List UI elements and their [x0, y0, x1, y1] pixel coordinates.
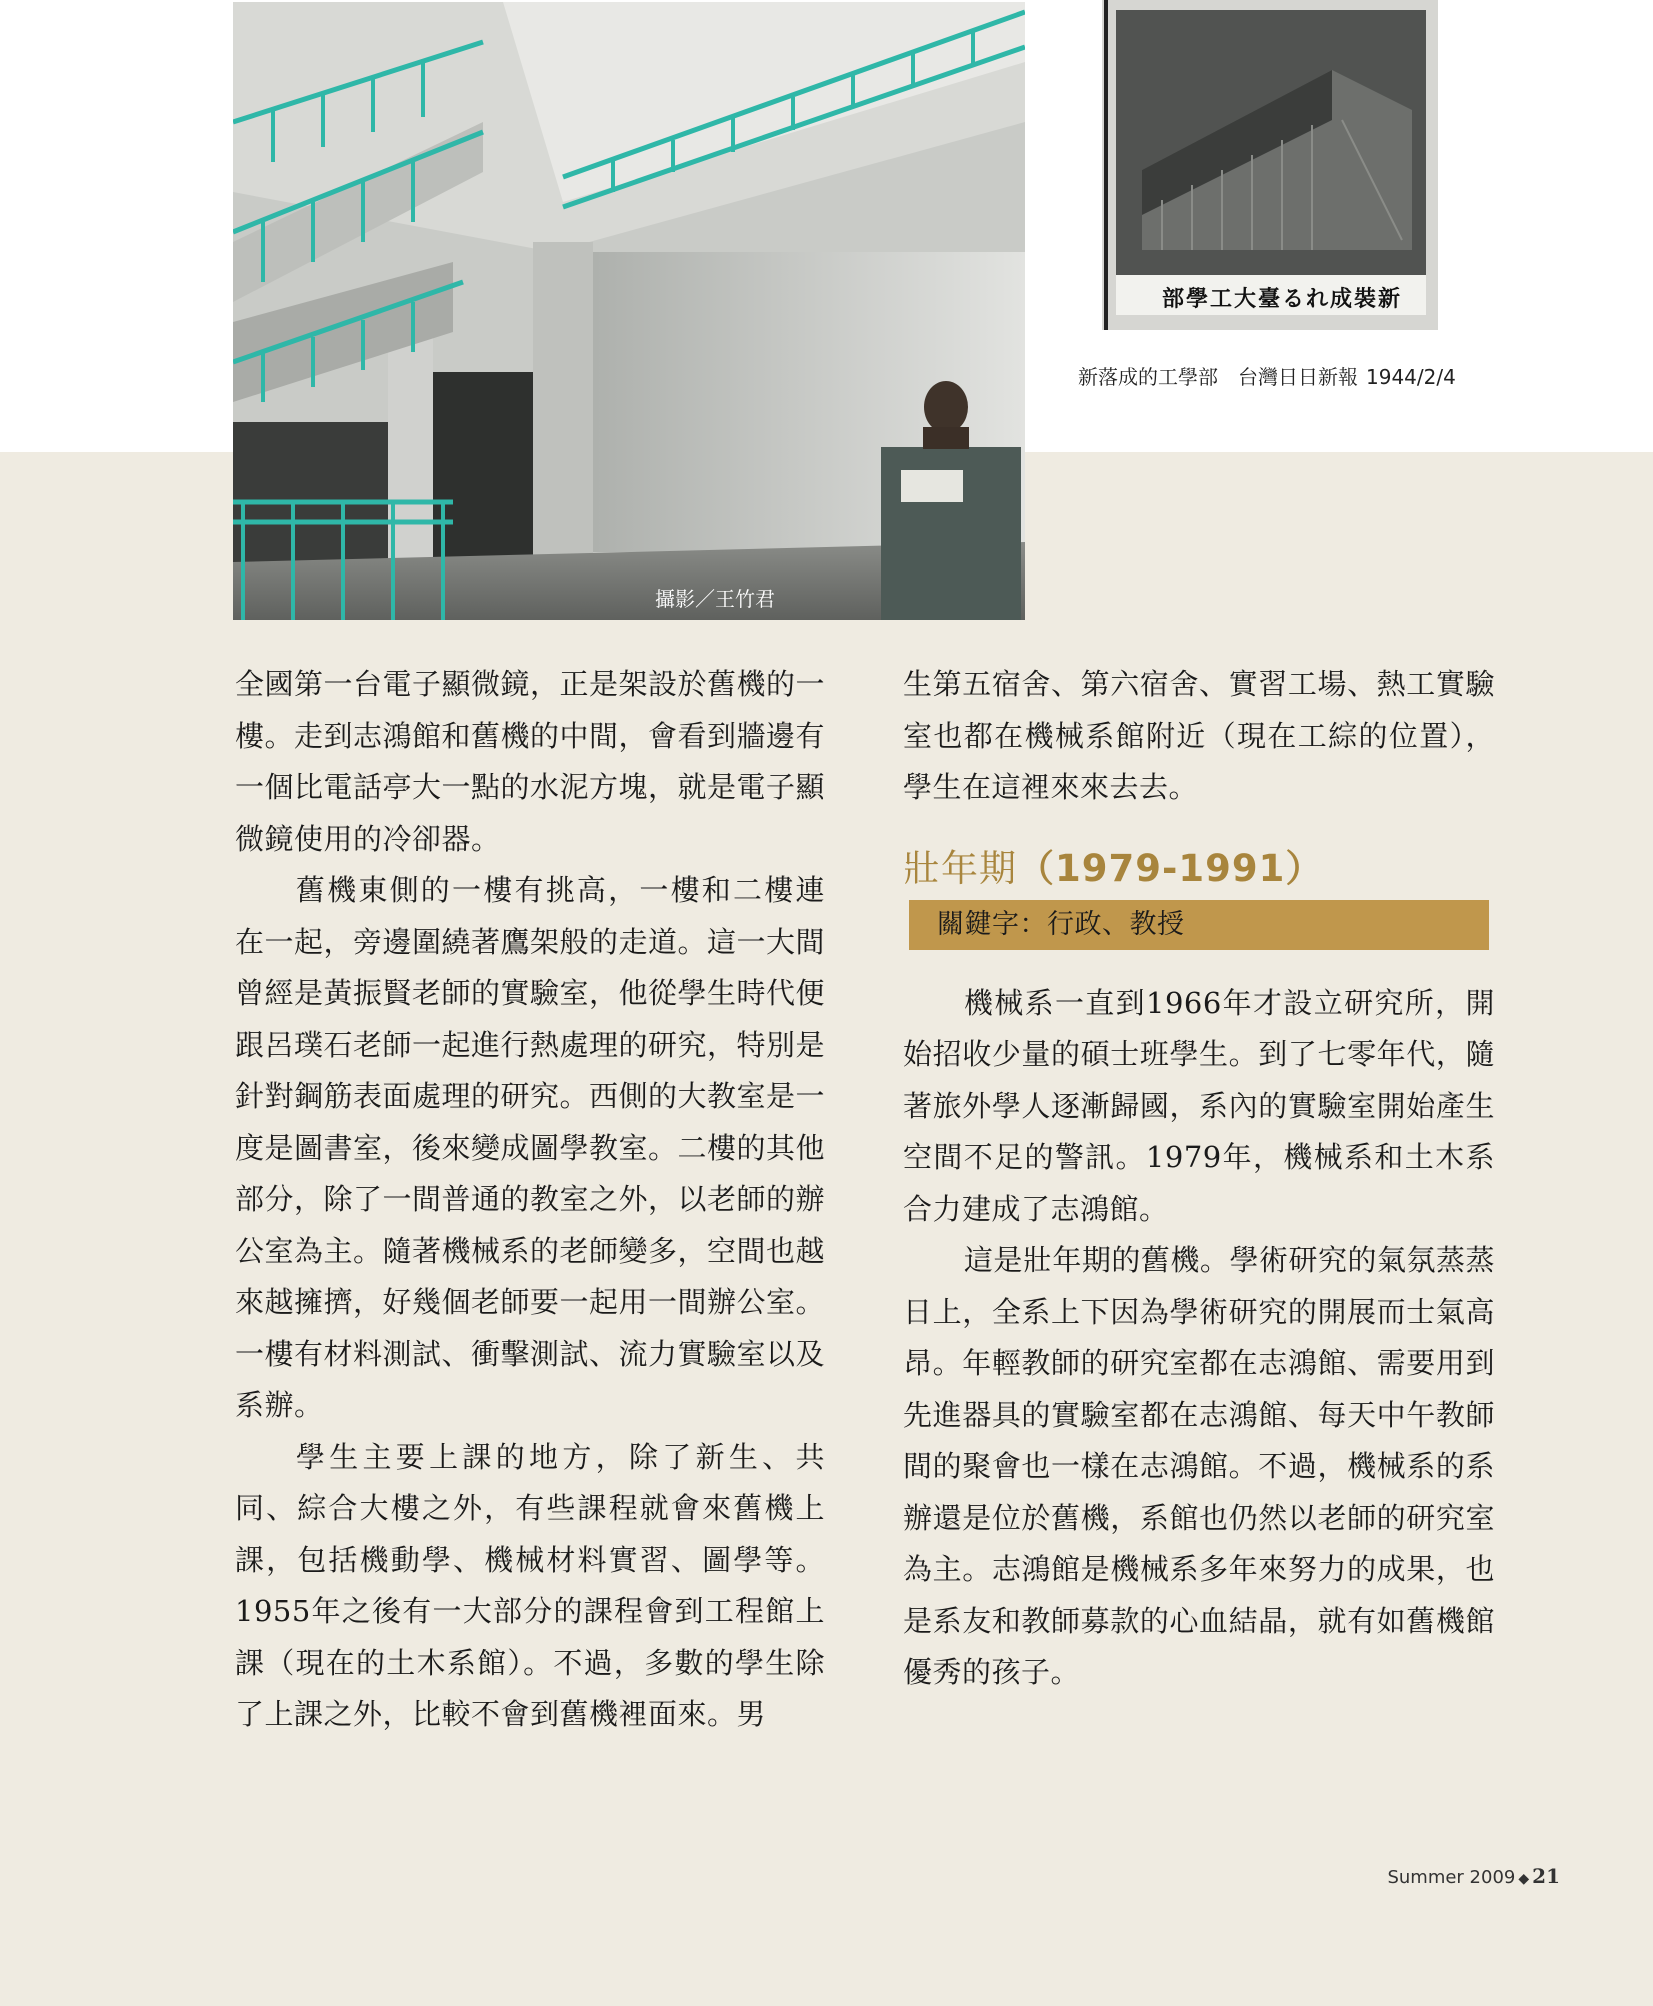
body-paragraph: 這是壯年期的舊機。學術研究的氣氛蒸蒸日上，全系上下因為學術研究的開展而士氣高昂。年輕教師的研究室都在志鴻館、需要用到先進器具的實驗室都在志鴻館、每天中午教師間的聚會也一樣在志鴻館。不過，機械系的系辦還是位於舊機，系館也仍然以老師的研究室為主。志鴻館是機械系多年來努力的成果，也是系友和教師募款的心血結晶，就有如舊機館優秀的孩子。: [903, 1243, 1495, 1689]
diamond-icon: ◆: [1518, 1871, 1530, 1887]
clipping-caption-date: 1944/2/4: [1366, 365, 1456, 389]
body-paragraph: 學生主要上課的地方，除了新生、共同、綜合大樓之外，有些課程就會來舊機上課，包括機動學、機械材料實習、圖學等。1955年之後有一大部分的課程會到工程館上課（現在的土木系館）。不過，多數的學生除了上課之外，比較不會到舊機裡面來。男: [235, 1439, 825, 1731]
left-text-column: [235, 659, 825, 1741]
clipping-caption: [1078, 361, 1456, 390]
section-title: 壯年期: [903, 846, 1017, 890]
clipping-headline: 部學工大臺るれ成裝新: [1162, 286, 1403, 312]
body-paragraph: 舊機東側的一樓有挑高，一樓和二樓連在一起，旁邊圍繞著鷹架般的走道。這一大間曾經是黃振賢老師的實驗室，他從學生時代便跟呂璞石老師一起進行熱處理的研究，特別是針對鋼筋表面處理的研究。西側的大教室是一度是圖書室，後來變成圖學教室。二樓的其他部分，除了一間普通的教室之外，以老師的辦公室為主。隨著機械系的老師變多，空間也越來越擁擠，好幾個老師要一起用一間辦公室。一樓有材料測試、衝擊測試、流力實驗室以及系辦。: [235, 873, 826, 1422]
stairwell-illustration: [233, 2, 1025, 620]
page-footer: [1387, 1864, 1560, 1888]
page-number: 21: [1532, 1864, 1560, 1888]
section-heading: [903, 844, 1495, 894]
section-years: （1979-1991）: [1017, 846, 1324, 890]
body-paragraph: 生第五宿舍、第六宿舍、實習工場、熱工實驗室也都在機械系館附近（現在工綜的位置），學生在這裡來來去去。: [903, 667, 1495, 804]
clipping-caption-text: 新落成的工學部 台灣日日新報: [1078, 365, 1358, 389]
body-paragraph: 機械系一直到1966年才設立研究所，開始招收少量的碩士班學生。到了七零年代，隨著旅外學人逐漸歸國，系內的實驗室開始產生空間不足的警訊。1979年，機械系和土木系合力建成了志鴻館。: [903, 985, 1495, 1226]
issue-label: Summer 2009: [1387, 1867, 1516, 1888]
newspaper-clipping: [1102, 0, 1438, 330]
stairwell-photo: [233, 2, 1025, 620]
newspaper-building-image: [1102, 0, 1438, 330]
keyword-banner: 關鍵字：行政、教授: [909, 900, 1489, 950]
body-paragraph: 全國第一台電子顯微鏡，正是架設於舊機的一樓。走到志鴻館和舊機的中間，會看到牆邊有一個比電話亭大一點的水泥方塊，就是電子顯微鏡使用的冷卻器。: [235, 667, 826, 856]
photo-credit: 攝影／王竹君: [655, 587, 775, 611]
right-text-column: [903, 659, 1495, 1699]
